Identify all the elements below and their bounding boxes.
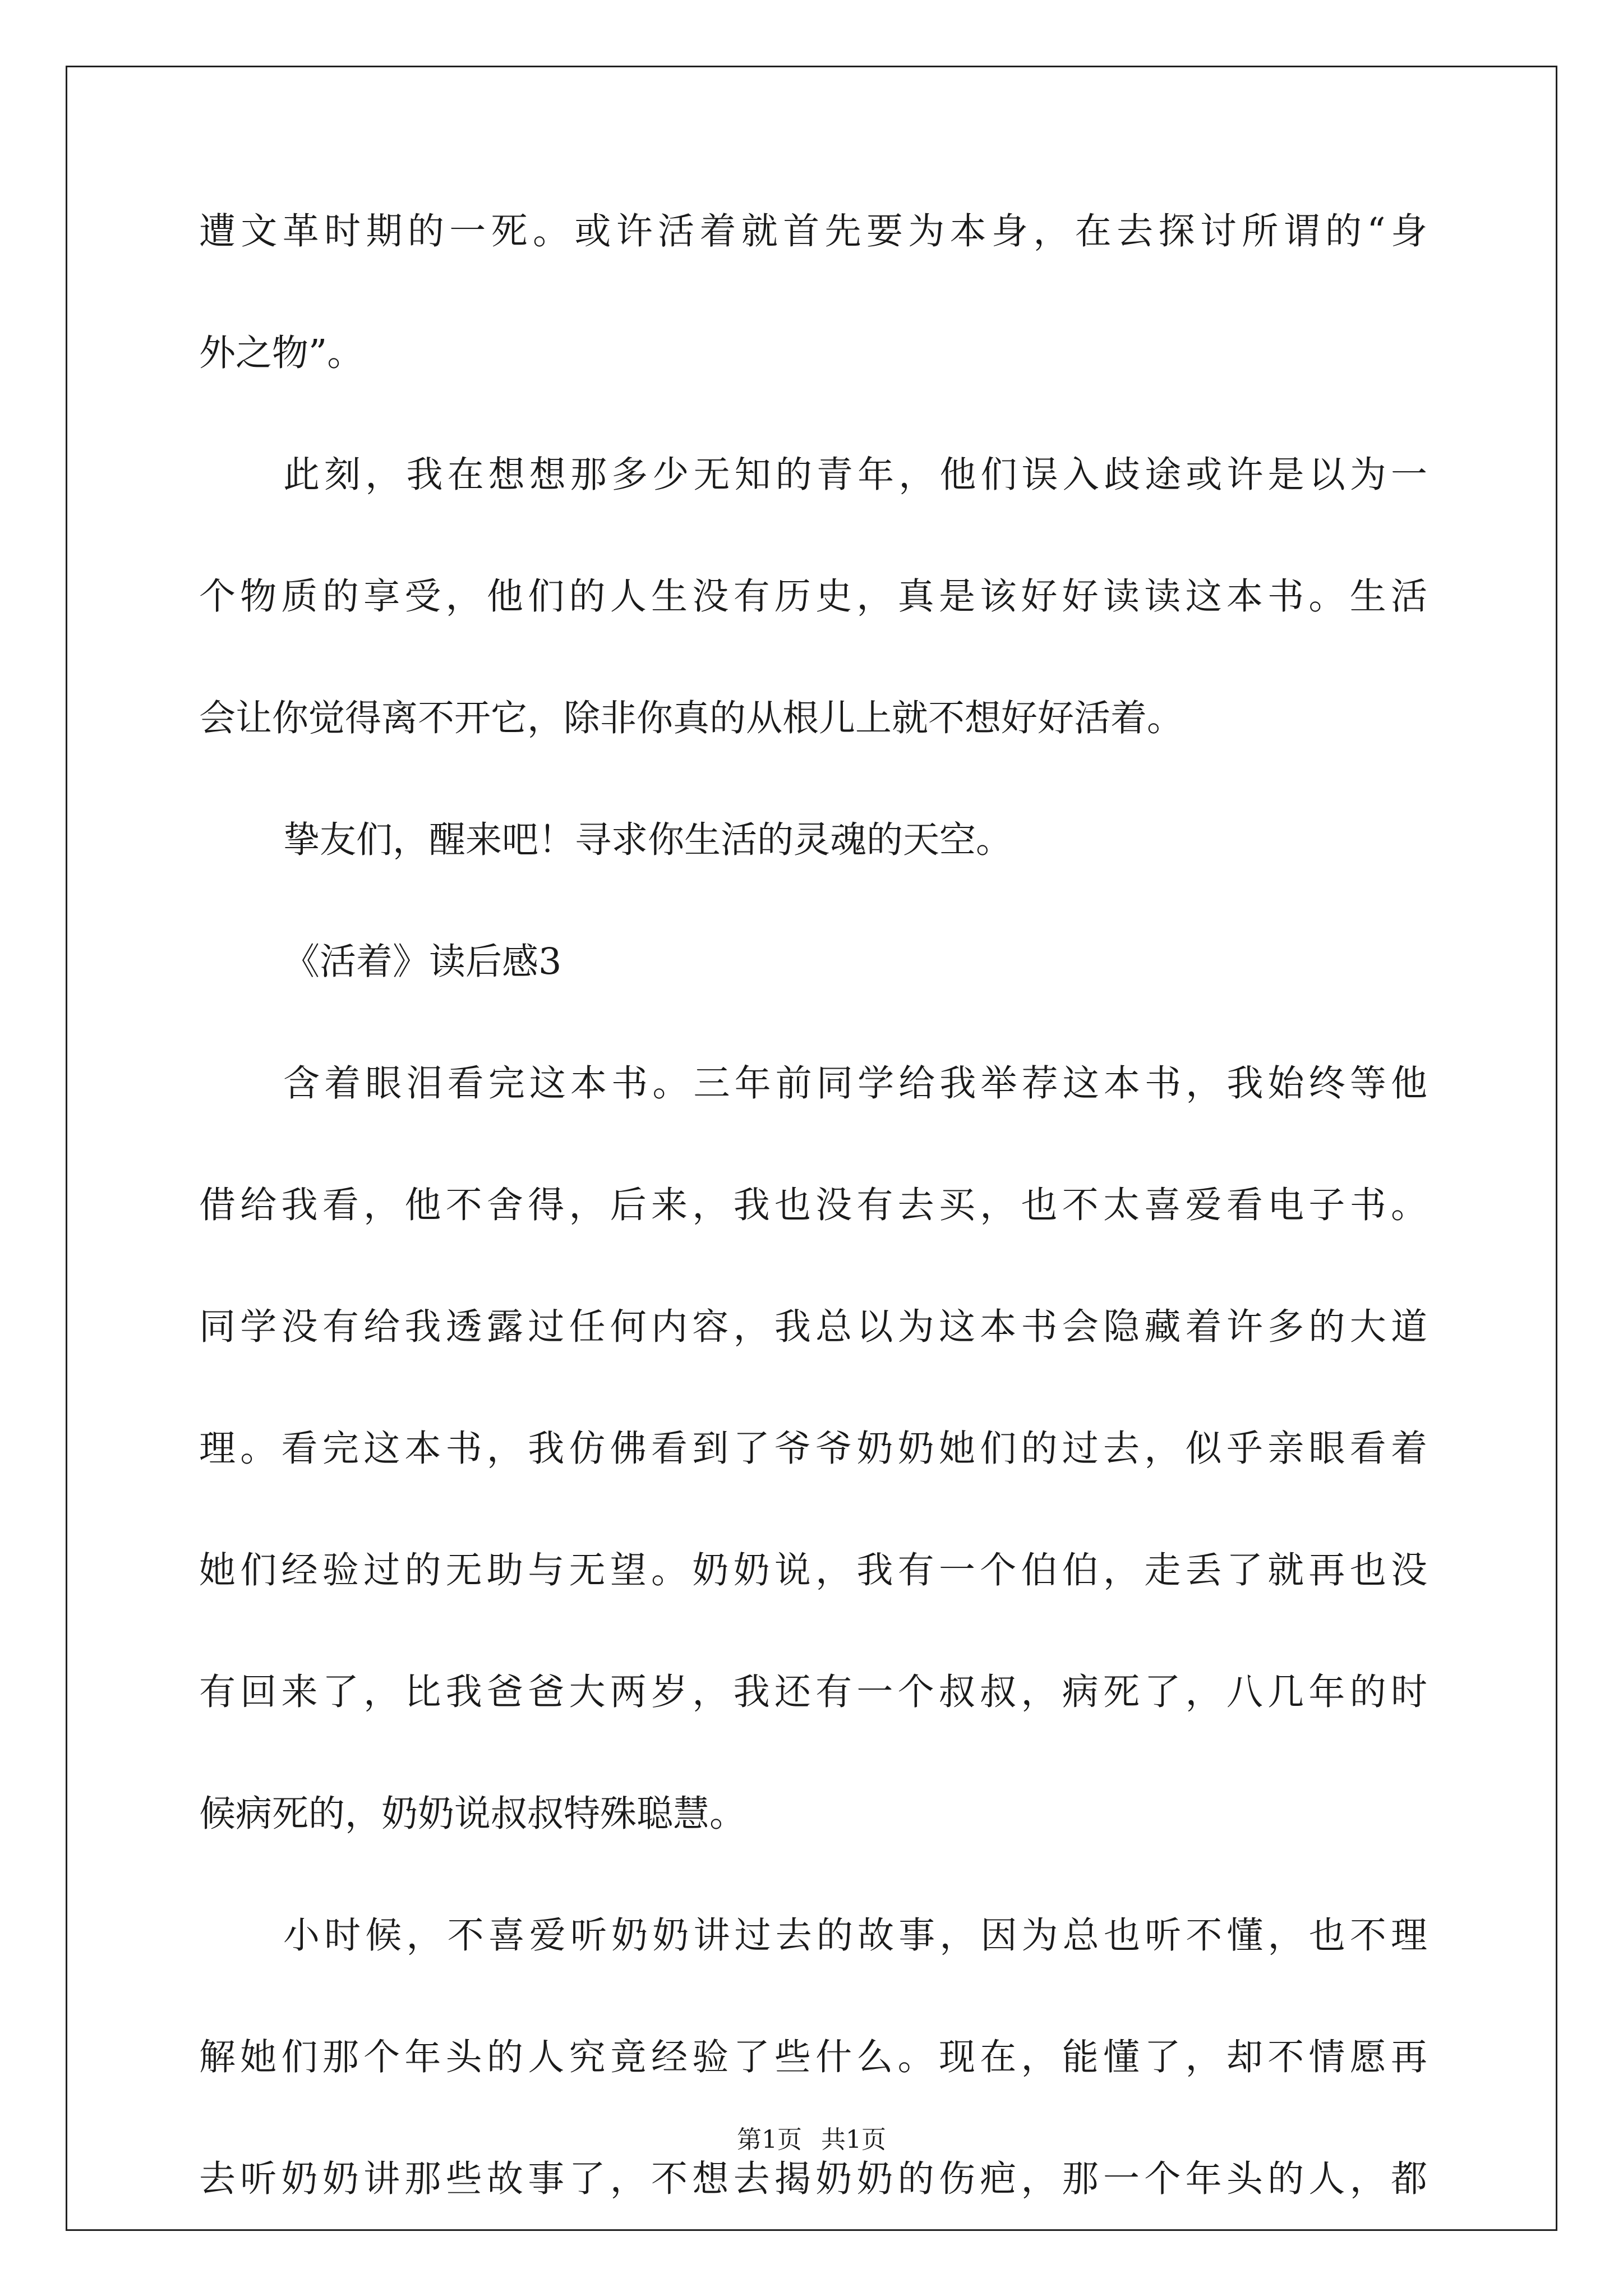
text-line: 去听奶奶讲那些故事了，不想去揭奶奶的伤疤，那一个年头的人，都 xyxy=(199,2158,1427,2200)
text-line: 她们经验过的无助与无望。奶奶说，我有一个伯伯，走丢了就再也没 xyxy=(199,1549,1427,1591)
text-line: 候病死的，奶奶说叔叔特殊聪慧。 xyxy=(199,1793,746,1835)
text-line: 有回来了，比我爸爸大两岁，我还有一个叔叔，病死了，八几年的时 xyxy=(199,1671,1427,1713)
text-line: 解她们那个年头的人究竟经验了些什么。现在，能懂了，却不情愿再 xyxy=(199,2036,1427,2078)
text-line: 同学没有给我透露过任何内容，我总以为这本书会隐藏着许多的大道 xyxy=(199,1306,1427,1348)
page-total: 共1页 xyxy=(821,2125,886,2154)
text-line: 小时候，不喜爱听奶奶讲过去的故事，因为总也听不懂，也不理 xyxy=(283,1915,1427,1957)
text-line: 外之物”。 xyxy=(199,332,364,374)
document-body xyxy=(199,210,1427,2200)
text-line: 挚友们，醒来吧！寻求你生活的灵魂的天空。 xyxy=(283,819,1013,861)
page-number: 第1页 xyxy=(737,2125,802,2154)
section-heading: 《活着》读后感3 xyxy=(283,941,562,983)
text-line: 此刻，我在想想那多少无知的青年，他们误入歧途或许是以为一 xyxy=(283,454,1427,496)
page-footer xyxy=(0,2126,1623,2154)
text-line: 理。看完这本书，我仿佛看到了爷爷奶奶她们的过去，似乎亲眼看着 xyxy=(199,1428,1427,1470)
text-line: 含着眼泪看完这本书。三年前同学给我举荐这本书，我始终等他 xyxy=(283,1062,1427,1105)
text-line: 会让你觉得离不开它，除非你真的从根儿上就不想好好活着。 xyxy=(199,697,1184,739)
text-line: 借给我看，他不舍得，后来，我也没有去买，也不太喜爱看电子书。 xyxy=(199,1184,1427,1226)
text-line: 个物质的享受，他们的人生没有历史，真是该好好读读这本书。生活 xyxy=(199,576,1427,618)
text-line: 遭文革时期的一死。或许活着就首先要为本身，在去探讨所谓的“身 xyxy=(199,210,1427,252)
